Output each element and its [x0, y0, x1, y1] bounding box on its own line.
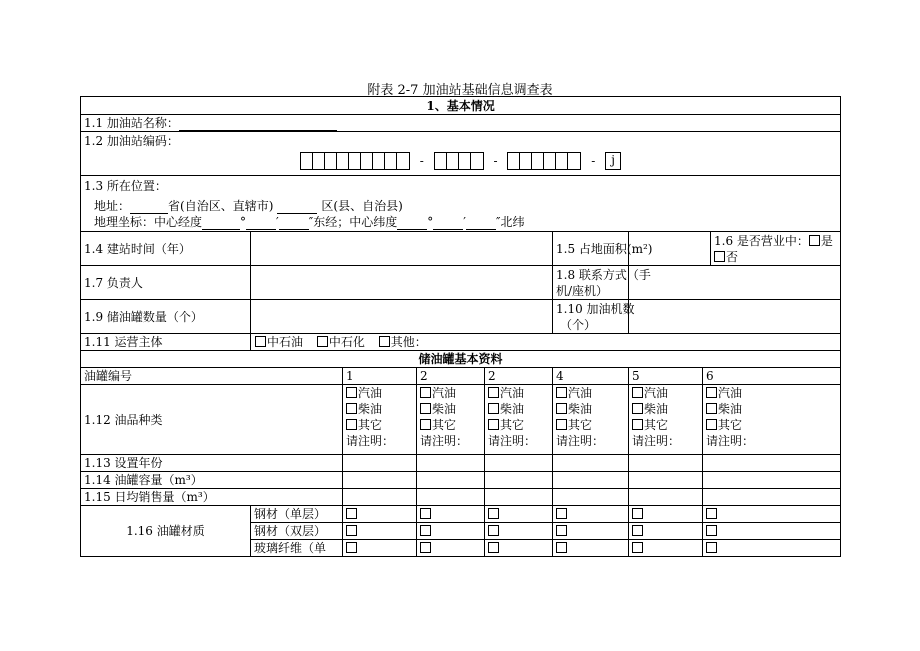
gasoline-checkbox[interactable]	[488, 387, 499, 398]
lon-min-field[interactable]	[246, 216, 276, 230]
diesel-checkbox[interactable]	[632, 403, 643, 414]
material-checkbox[interactable]	[706, 508, 717, 519]
other-checkbox[interactable]	[420, 419, 431, 430]
other-checkbox[interactable]	[706, 419, 717, 430]
other-checkbox[interactable]	[346, 419, 357, 430]
tank-capacity-label: 1.14 油罐容量（m³）	[81, 472, 343, 489]
diesel-checkbox[interactable]	[346, 403, 357, 414]
tank-material-label: 1.16 油罐材质	[81, 506, 251, 557]
material-checkbox[interactable]	[706, 542, 717, 553]
code-segment-1[interactable]	[300, 152, 410, 170]
gasoline-checkbox[interactable]	[420, 387, 431, 398]
manager-value[interactable]	[251, 266, 553, 300]
location-label: 1.3 所在位置：	[84, 179, 167, 193]
station-code-label: 1.2 加油站编码：	[84, 134, 179, 148]
material-checkbox[interactable]	[488, 508, 499, 519]
operating-cell: 1.6 是否营业中： 是 否	[711, 232, 841, 266]
operator-label: 1.11 运营主体	[81, 334, 251, 351]
operating-yes-checkbox[interactable]	[809, 235, 820, 246]
tank-number-6: 6	[703, 368, 841, 385]
lon-deg-field[interactable]	[202, 216, 240, 230]
location-row	[81, 176, 841, 232]
lat-sec-field[interactable]	[466, 216, 496, 230]
diesel-checkbox[interactable]	[706, 403, 717, 414]
gasoline-checkbox[interactable]	[632, 387, 643, 398]
county-field[interactable]	[277, 200, 317, 214]
material-checkbox[interactable]	[346, 525, 357, 536]
operator-sinopec-checkbox[interactable]	[317, 336, 328, 347]
page-title: 附表 2-7 加油站基础信息调查表	[367, 83, 553, 98]
gasoline-checkbox[interactable]	[706, 387, 717, 398]
section-tank-heading: 储油罐基本资料	[81, 351, 841, 368]
province-field[interactable]	[130, 200, 168, 214]
material-steel-single: 钢材（单层）	[251, 506, 343, 523]
diesel-checkbox[interactable]	[556, 403, 567, 414]
operator-cnpc-checkbox[interactable]	[255, 336, 266, 347]
material-checkbox[interactable]	[706, 525, 717, 536]
tank-count-value[interactable]	[251, 300, 553, 334]
operator-other-checkbox[interactable]	[379, 336, 390, 347]
material-checkbox[interactable]	[556, 542, 567, 553]
fuel-type-tank-2: 汽油 柴油 其它 请注明：	[417, 385, 485, 455]
code-segment-3[interactable]	[507, 152, 581, 170]
code-segment-2[interactable]	[434, 152, 484, 170]
station-code-row	[81, 132, 841, 176]
geo-line: 地理坐标：中心经度 ° ′ ″东经；中心纬度 ° ′ ″北纬	[94, 215, 525, 229]
operator-options: 中石油 中石化 其他：	[251, 334, 841, 351]
daily-sales-label: 1.15 日均销售量（m³）	[81, 489, 343, 506]
build-year-label: 1.4 建站时间（年）	[81, 232, 251, 266]
station-name-label: 1.1 加油站名称：	[84, 116, 179, 130]
material-checkbox[interactable]	[346, 508, 357, 519]
address-line: 地址： 省(自治区、直辖市) 区(县、自治县)	[94, 199, 403, 213]
tank-number-5: 5	[629, 368, 703, 385]
other-checkbox[interactable]	[632, 419, 643, 430]
operating-no-checkbox[interactable]	[714, 251, 725, 262]
contact-label: 1.8 联系方式（手 机/座机）	[553, 266, 629, 300]
material-checkbox[interactable]	[420, 542, 431, 553]
material-checkbox[interactable]	[556, 508, 567, 519]
material-checkbox[interactable]	[420, 508, 431, 519]
material-fiberglass: 玻璃纤维（单	[251, 540, 343, 557]
survey-table	[80, 96, 841, 557]
material-checkbox[interactable]	[632, 525, 643, 536]
station-code-boxes[interactable]: - - - j	[84, 149, 837, 170]
manager-label: 1.7 负责人	[81, 266, 251, 300]
material-checkbox[interactable]	[488, 542, 499, 553]
dispenser-count-label: 1.10 加油机数 （个）	[553, 300, 629, 334]
material-checkbox[interactable]	[632, 508, 643, 519]
fuel-type-tank-6: 汽油 柴油 其它 请注明：	[703, 385, 841, 455]
dispenser-count-value[interactable]	[629, 300, 841, 334]
fuel-type-tank-4: 汽油 柴油 其它 请注明：	[553, 385, 629, 455]
other-checkbox[interactable]	[488, 419, 499, 430]
station-name-row	[81, 115, 841, 132]
material-checkbox[interactable]	[420, 525, 431, 536]
tank-number-4: 4	[553, 368, 629, 385]
other-checkbox[interactable]	[556, 419, 567, 430]
fuel-type-tank-5: 汽油 柴油 其它 请注明：	[629, 385, 703, 455]
section-basic-heading: 1、基本情况	[81, 97, 841, 115]
area-label: 1.5 占地面积(m²)	[553, 232, 629, 266]
material-steel-double: 钢材（双层）	[251, 523, 343, 540]
fuel-type-tank-1: 汽油 柴油 其它 请注明：	[343, 385, 417, 455]
material-checkbox[interactable]	[632, 542, 643, 553]
material-checkbox[interactable]	[556, 525, 567, 536]
diesel-checkbox[interactable]	[420, 403, 431, 414]
tank-number-label: 油罐编号	[81, 368, 343, 385]
install-year-label: 1.13 设置年份	[81, 455, 343, 472]
tank-number-1: 1	[343, 368, 417, 385]
tank-count-label: 1.9 储油罐数量（个）	[81, 300, 251, 334]
build-year-value[interactable]	[251, 232, 553, 266]
lat-deg-field[interactable]	[397, 216, 427, 230]
material-checkbox[interactable]	[488, 525, 499, 536]
lat-min-field[interactable]	[433, 216, 463, 230]
diesel-checkbox[interactable]	[488, 403, 499, 414]
code-suffix: j	[605, 152, 621, 170]
lon-sec-field[interactable]	[279, 216, 309, 230]
station-name-field[interactable]	[179, 117, 337, 131]
gasoline-checkbox[interactable]	[556, 387, 567, 398]
tank-number-3: 2	[485, 368, 553, 385]
contact-value[interactable]	[629, 266, 841, 300]
tank-number-2: 2	[417, 368, 485, 385]
fuel-type-label: 1.12 油品种类	[81, 385, 343, 455]
material-checkbox[interactable]	[346, 542, 357, 553]
gasoline-checkbox[interactable]	[346, 387, 357, 398]
fuel-type-tank-3: 汽油 柴油 其它 请注明：	[485, 385, 553, 455]
